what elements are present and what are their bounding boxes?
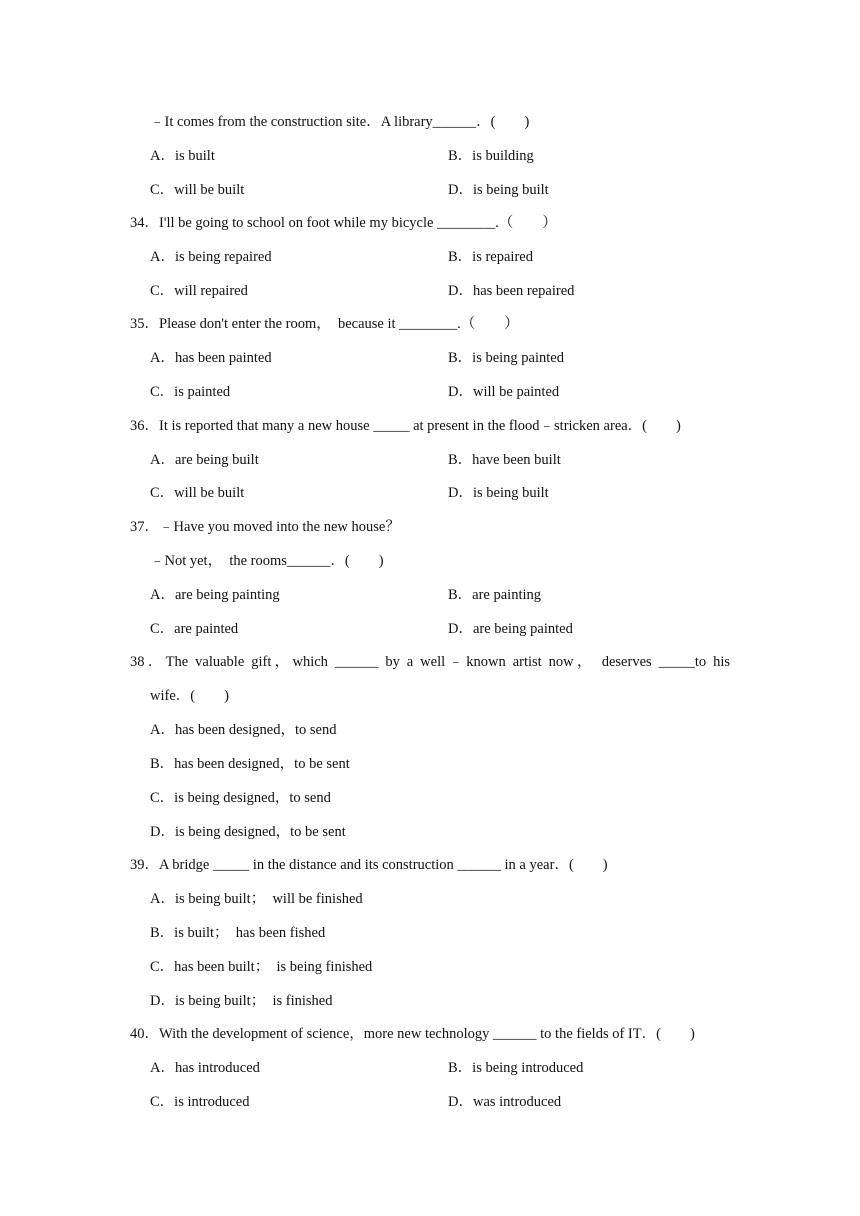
q39-option-b: B．is built； has been fished: [150, 925, 326, 941]
q37-option-c: C．are painted: [150, 621, 239, 637]
q34-option-c: C．will repaired: [150, 283, 248, 299]
question-35-text: 35．Please don't enter the room， because it ________.（ ）: [130, 316, 519, 332]
q33-option-c: C．will be built: [150, 182, 245, 198]
q37-option-d: D．are being painted: [448, 621, 573, 637]
question-37-text: 37．﹣Have you moved into the new house？: [130, 519, 400, 535]
q33-option-b: B．is building: [448, 148, 534, 164]
q36-option-b: B．have been built: [448, 452, 561, 468]
question-38-text: 38．The valuable gift，which ______ by a well﹣known artist now， deserves _____to his: [130, 654, 730, 670]
question-39-text: 39．A bridge _____ in the distance and its construction ______ in a year．( ): [130, 857, 608, 873]
question-33-text: ﹣It comes from the construction site．A library______．( ): [150, 114, 530, 130]
q34-option-d: D．has been repaired: [448, 283, 575, 299]
q35-option-d: D．will be painted: [448, 384, 560, 400]
q35-option-c: C．is painted: [150, 384, 231, 400]
question-38-text-continued: wife．( ): [150, 688, 229, 704]
question-36-text: 36．It is reported that many a new house _____ at present in the flood﹣stricken area．( ): [130, 418, 681, 434]
q38-option-d: D．is being designed，to be sent: [150, 824, 346, 840]
q36-option-d: D．is being built: [448, 485, 549, 501]
q39-option-d: D．is being built； is finished: [150, 993, 333, 1009]
q40-option-a: A．has introduced: [150, 1060, 260, 1076]
q38-option-a: A．has been designed，to send: [150, 722, 337, 738]
q36-option-c: C．will be built: [150, 485, 245, 501]
q37-option-b: B．are painting: [448, 587, 542, 603]
question-40-text: 40．With the development of science，more new technology ______ to the fields of IT．( ): [130, 1026, 695, 1042]
q35-option-b: B．is being painted: [448, 350, 564, 366]
q37-option-a: A．are being painting: [150, 587, 280, 603]
q36-option-a: A．are being built: [150, 452, 259, 468]
q39-option-a: A．is being built； will be finished: [150, 891, 363, 907]
q33-option-d: D．is being built: [448, 182, 549, 198]
q38-option-b: B．has been designed，to be sent: [150, 756, 350, 772]
q39-option-c: C．has been built； is being finished: [150, 959, 373, 975]
q40-option-c: C．is introduced: [150, 1094, 250, 1110]
q40-option-d: D．was introduced: [448, 1094, 562, 1110]
q34-option-b: B．is repaired: [448, 249, 533, 265]
q38-option-c: C．is being designed，to send: [150, 790, 331, 806]
question-37-response: ﹣Not yet， the rooms______．( ): [150, 553, 384, 569]
q40-option-b: B．is being introduced: [448, 1060, 584, 1076]
q33-option-a: A．is built: [150, 148, 215, 164]
q34-option-a: A．is being repaired: [150, 249, 272, 265]
q35-option-a: A．has been painted: [150, 350, 272, 366]
question-34-text: 34．I'll be going to school on foot while my bicycle ________.（ ）: [130, 215, 557, 231]
